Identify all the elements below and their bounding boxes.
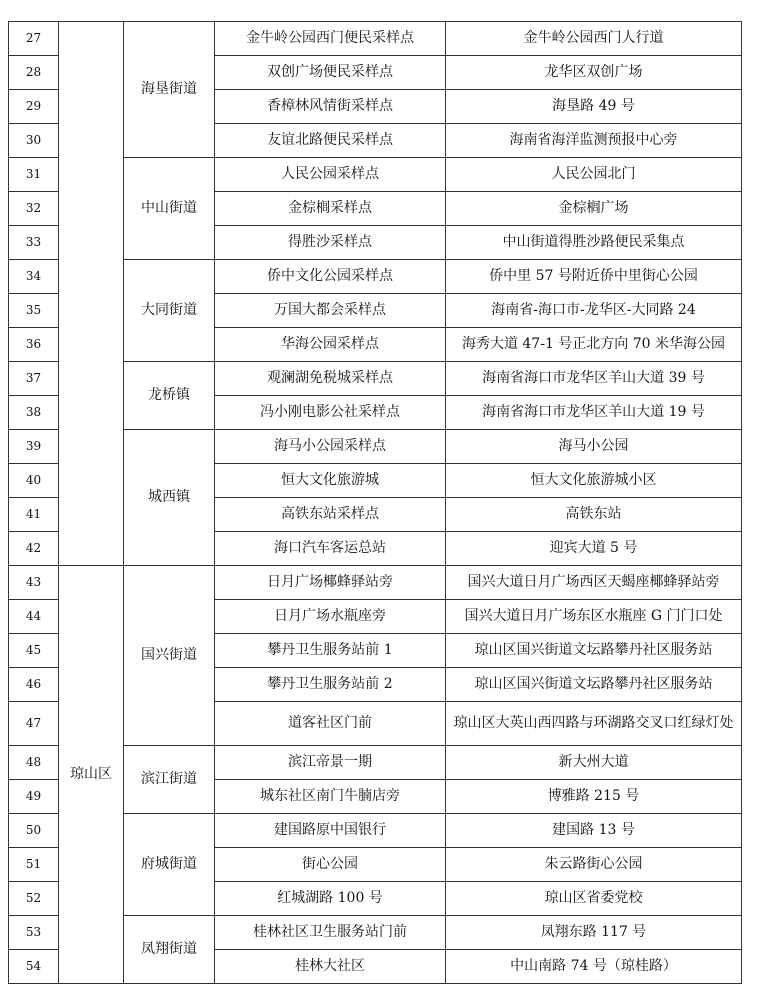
site-name-cell: 日月广场椰蜂驿站旁 — [215, 566, 446, 600]
address-cell: 海南省海口市龙华区羊山大道 39 号 — [446, 362, 742, 396]
row-number: 31 — [9, 158, 59, 192]
street-cell: 中山街道 — [124, 158, 215, 260]
site-name-cell: 滨江帝景一期 — [215, 746, 446, 780]
address-cell: 海垦路 49 号 — [446, 90, 742, 124]
address-cell: 侨中里 57 号附近侨中里街心公园 — [446, 260, 742, 294]
street-cell: 国兴街道 — [124, 566, 215, 746]
address-cell: 琼山区大英山西四路与环湖路交叉口红绿灯处 — [446, 702, 742, 746]
address-cell: 琼山区国兴街道文坛路攀丹社区服务站 — [446, 634, 742, 668]
street-cell: 龙桥镇 — [124, 362, 215, 430]
site-name-cell: 友谊北路便民采样点 — [215, 124, 446, 158]
row-number: 49 — [9, 780, 59, 814]
site-name-cell: 侨中文化公园采样点 — [215, 260, 446, 294]
site-name-cell: 恒大文化旅游城 — [215, 464, 446, 498]
row-number: 37 — [9, 362, 59, 396]
row-number: 41 — [9, 498, 59, 532]
address-cell: 海马小公园 — [446, 430, 742, 464]
site-name-cell: 双创广场便民采样点 — [215, 56, 446, 90]
site-name-cell: 观澜湖免税城采样点 — [215, 362, 446, 396]
table-row — [9, 566, 742, 600]
address-cell: 博雅路 215 号 — [446, 780, 742, 814]
address-cell: 朱云路街心公园 — [446, 848, 742, 882]
address-cell: 中山街道得胜沙路便民采集点 — [446, 226, 742, 260]
address-cell: 凤翔东路 117 号 — [446, 916, 742, 950]
street-cell: 凤翔街道 — [124, 916, 215, 984]
site-name-cell: 城东社区南门牛腩店旁 — [215, 780, 446, 814]
site-name-cell: 街心公园 — [215, 848, 446, 882]
sampling-sites-table — [8, 21, 742, 984]
row-number: 51 — [9, 848, 59, 882]
address-cell: 海秀大道 47-1 号正北方向 70 米华海公园 — [446, 328, 742, 362]
site-name-cell: 高铁东站采样点 — [215, 498, 446, 532]
row-number: 32 — [9, 192, 59, 226]
row-number: 42 — [9, 532, 59, 566]
address-cell: 海南省海洋监测预报中心旁 — [446, 124, 742, 158]
address-cell: 琼山区省委党校 — [446, 882, 742, 916]
site-name-cell: 冯小刚电影公社采样点 — [215, 396, 446, 430]
address-cell: 国兴大道日月广场西区天蝎座椰蜂驿站旁 — [446, 566, 742, 600]
address-cell: 海南省-海口市-龙华区-大同路 24 — [446, 294, 742, 328]
site-name-cell: 海口汽车客运总站 — [215, 532, 446, 566]
site-name-cell: 道客社区门前 — [215, 702, 446, 746]
row-number: 34 — [9, 260, 59, 294]
address-cell: 中山南路 74 号（琼桂路） — [446, 950, 742, 984]
address-cell: 建国路 13 号 — [446, 814, 742, 848]
row-number: 44 — [9, 600, 59, 634]
row-number: 54 — [9, 950, 59, 984]
site-name-cell: 华海公园采样点 — [215, 328, 446, 362]
address-cell: 龙华区双创广场 — [446, 56, 742, 90]
site-name-cell: 桂林大社区 — [215, 950, 446, 984]
street-cell: 府城街道 — [124, 814, 215, 916]
row-number: 39 — [9, 430, 59, 464]
site-name-cell: 香樟林风情街采样点 — [215, 90, 446, 124]
address-cell: 新大州大道 — [446, 746, 742, 780]
row-number: 33 — [9, 226, 59, 260]
row-number: 38 — [9, 396, 59, 430]
row-number: 48 — [9, 746, 59, 780]
site-name-cell: 攀丹卫生服务站前 1 — [215, 634, 446, 668]
site-name-cell: 万国大都会采样点 — [215, 294, 446, 328]
site-name-cell: 得胜沙采样点 — [215, 226, 446, 260]
table-row — [9, 22, 742, 56]
address-cell: 琼山区国兴街道文坛路攀丹社区服务站 — [446, 668, 742, 702]
site-name-cell: 金棕榈采样点 — [215, 192, 446, 226]
row-number: 46 — [9, 668, 59, 702]
site-name-cell: 红城湖路 100 号 — [215, 882, 446, 916]
street-cell: 城西镇 — [124, 430, 215, 566]
site-name-cell: 海马小公园采样点 — [215, 430, 446, 464]
site-name-cell: 攀丹卫生服务站前 2 — [215, 668, 446, 702]
address-cell: 国兴大道日月广场东区水瓶座 G 门门口处 — [446, 600, 742, 634]
street-cell: 海垦街道 — [124, 22, 215, 158]
site-name-cell: 建国路原中国银行 — [215, 814, 446, 848]
district-cell — [59, 22, 124, 566]
row-number: 53 — [9, 916, 59, 950]
site-name-cell: 桂林社区卫生服务站门前 — [215, 916, 446, 950]
address-cell: 高铁东站 — [446, 498, 742, 532]
row-number: 47 — [9, 702, 59, 746]
row-number: 52 — [9, 882, 59, 916]
address-cell: 人民公园北门 — [446, 158, 742, 192]
row-number: 50 — [9, 814, 59, 848]
site-name-cell: 日月广场水瓶座旁 — [215, 600, 446, 634]
table-body — [9, 22, 742, 984]
address-cell: 迎宾大道 5 号 — [446, 532, 742, 566]
row-number: 29 — [9, 90, 59, 124]
row-number: 35 — [9, 294, 59, 328]
address-cell: 海南省海口市龙华区羊山大道 19 号 — [446, 396, 742, 430]
row-number: 40 — [9, 464, 59, 498]
street-cell: 大同街道 — [124, 260, 215, 362]
row-number: 27 — [9, 22, 59, 56]
row-number: 28 — [9, 56, 59, 90]
district-cell: 琼山区 — [59, 566, 124, 984]
row-number: 30 — [9, 124, 59, 158]
street-cell: 滨江街道 — [124, 746, 215, 814]
site-name-cell: 人民公园采样点 — [215, 158, 446, 192]
row-number: 36 — [9, 328, 59, 362]
address-cell: 金棕榈广场 — [446, 192, 742, 226]
site-name-cell: 金牛岭公园西门便民采样点 — [215, 22, 446, 56]
row-number: 43 — [9, 566, 59, 600]
address-cell: 金牛岭公园西门人行道 — [446, 22, 742, 56]
row-number: 45 — [9, 634, 59, 668]
address-cell: 恒大文化旅游城小区 — [446, 464, 742, 498]
